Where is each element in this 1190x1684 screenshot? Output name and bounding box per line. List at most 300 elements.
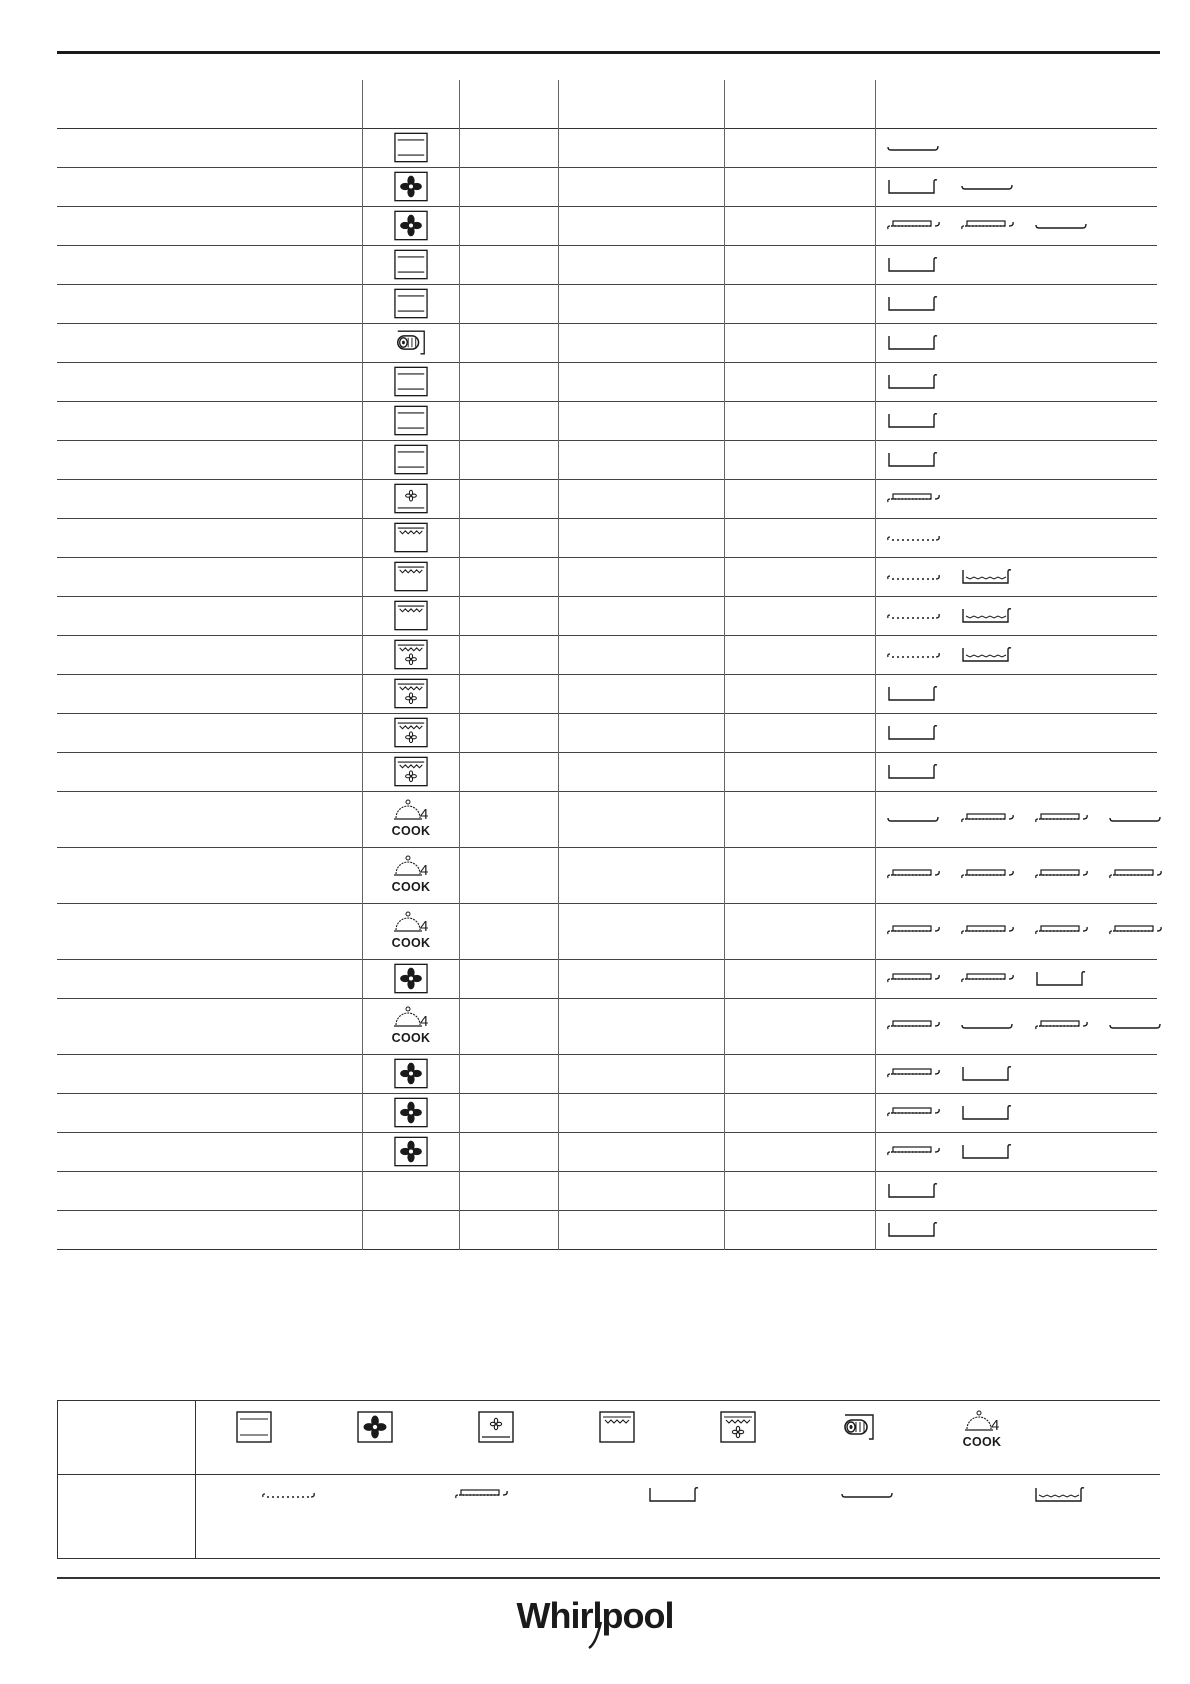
time-cell bbox=[724, 1171, 875, 1210]
recipe-cell bbox=[57, 1171, 362, 1210]
recipe-cell bbox=[57, 635, 362, 674]
time-cell bbox=[724, 998, 875, 1054]
time-cell bbox=[724, 245, 875, 284]
conventional-heat-icon bbox=[394, 249, 428, 280]
grill-icon bbox=[394, 600, 428, 631]
conventional-heat-icon bbox=[394, 405, 428, 436]
accessories-cell bbox=[875, 1171, 1157, 1210]
recipe-cell bbox=[57, 903, 362, 959]
drip-tray-icon bbox=[886, 177, 942, 197]
accessories-cell bbox=[875, 1093, 1157, 1132]
temperature-cell bbox=[558, 323, 724, 362]
wire-shelf-icon bbox=[261, 1485, 317, 1505]
svg-text:COOK: COOK bbox=[391, 1031, 430, 1045]
legend-accessories-row bbox=[58, 1475, 1161, 1559]
recipe-cell bbox=[57, 847, 362, 903]
accessories-cell bbox=[875, 713, 1157, 752]
time-cell bbox=[724, 479, 875, 518]
temperature-cell bbox=[558, 959, 724, 998]
svg-text:4: 4 bbox=[991, 1417, 1000, 1434]
preheat-cell bbox=[459, 128, 558, 167]
drip-tray-with-water-icon bbox=[1033, 1485, 1089, 1505]
time-cell bbox=[724, 1132, 875, 1171]
table-header-row bbox=[57, 80, 1157, 128]
preheat-cell bbox=[459, 752, 558, 791]
header-cell-preheat bbox=[459, 80, 558, 128]
function-cell bbox=[362, 401, 459, 440]
drip-tray-icon bbox=[886, 684, 942, 704]
temperature-cell bbox=[558, 1171, 724, 1210]
flat-baking-tray-icon bbox=[886, 809, 942, 829]
grill-icon bbox=[599, 1411, 635, 1443]
flat-baking-tray-icon bbox=[1034, 216, 1090, 236]
temperature-cell bbox=[558, 596, 724, 635]
preheat-cell bbox=[459, 479, 558, 518]
recipe-cell bbox=[57, 1093, 362, 1132]
preheat-cell bbox=[459, 323, 558, 362]
time-cell bbox=[724, 847, 875, 903]
temperature-cell bbox=[558, 713, 724, 752]
table-row bbox=[57, 206, 1157, 245]
temperature-cell bbox=[558, 998, 724, 1054]
recipe-cell bbox=[57, 167, 362, 206]
drip-tray-with-water-icon bbox=[960, 606, 1016, 626]
table-row bbox=[57, 752, 1157, 791]
table-row bbox=[57, 791, 1157, 847]
accessories-cell bbox=[875, 847, 1157, 903]
time-cell bbox=[724, 1210, 875, 1249]
baking-tray-icon bbox=[886, 1103, 942, 1123]
drip-tray-icon bbox=[647, 1485, 703, 1505]
preheat-cell bbox=[459, 596, 558, 635]
baking-tray-icon bbox=[1108, 921, 1164, 941]
function-cell bbox=[362, 206, 459, 245]
table-row bbox=[57, 245, 1157, 284]
baking-tray-icon bbox=[886, 865, 942, 885]
drip-tray-icon bbox=[960, 1142, 1016, 1162]
preheat-cell bbox=[459, 1171, 558, 1210]
turbo-grill-icon bbox=[720, 1411, 756, 1443]
legend-functions-label bbox=[58, 1401, 196, 1475]
accessories-cell bbox=[875, 959, 1157, 998]
convection-bake-icon bbox=[478, 1411, 514, 1443]
function-cell bbox=[362, 959, 459, 998]
accessories-cell bbox=[875, 791, 1157, 847]
brand-logo bbox=[0, 1592, 1190, 1652]
time-cell bbox=[724, 167, 875, 206]
baking-tray-icon bbox=[960, 921, 1016, 941]
turbo-grill-icon bbox=[394, 717, 428, 748]
convection-fan-icon bbox=[394, 1097, 428, 1128]
cook4-icon bbox=[391, 910, 431, 952]
cook4-icon bbox=[391, 854, 431, 896]
temperature-cell bbox=[558, 479, 724, 518]
recipe-cell bbox=[57, 128, 362, 167]
preheat-cell bbox=[459, 284, 558, 323]
convection-bake-icon bbox=[394, 483, 428, 514]
baking-tray-icon bbox=[886, 216, 942, 236]
table-row bbox=[57, 557, 1157, 596]
baking-tray-icon bbox=[960, 216, 1016, 236]
function-cell bbox=[362, 479, 459, 518]
temperature-cell bbox=[558, 635, 724, 674]
time-cell bbox=[724, 362, 875, 401]
preheat-cell bbox=[459, 674, 558, 713]
table-row bbox=[57, 518, 1157, 557]
function-cell bbox=[362, 674, 459, 713]
temperature-cell bbox=[558, 245, 724, 284]
time-cell bbox=[724, 401, 875, 440]
time-cell bbox=[724, 674, 875, 713]
accessories-cell bbox=[875, 323, 1157, 362]
function-cell bbox=[362, 791, 459, 847]
recipe-cell bbox=[57, 206, 362, 245]
whirlpool-logo bbox=[505, 1592, 685, 1652]
cooking-table bbox=[57, 80, 1157, 1250]
accessories-cell bbox=[875, 1210, 1157, 1249]
function-cell bbox=[362, 518, 459, 557]
time-cell bbox=[724, 959, 875, 998]
time-cell bbox=[724, 128, 875, 167]
conventional-heat-icon bbox=[394, 366, 428, 397]
table-row bbox=[57, 1210, 1157, 1249]
baking-tray-icon bbox=[960, 865, 1016, 885]
time-cell bbox=[724, 635, 875, 674]
function-cell bbox=[362, 998, 459, 1054]
preheat-cell bbox=[459, 362, 558, 401]
baking-tray-icon bbox=[1034, 809, 1090, 829]
function-cell bbox=[362, 128, 459, 167]
table-row bbox=[57, 128, 1157, 167]
temperature-cell bbox=[558, 903, 724, 959]
drip-tray-icon bbox=[886, 255, 942, 275]
accessories-cell bbox=[875, 401, 1157, 440]
time-cell bbox=[724, 752, 875, 791]
turbo-grill-icon bbox=[394, 678, 428, 709]
drip-tray-icon bbox=[886, 762, 942, 782]
table-row bbox=[57, 323, 1157, 362]
drip-tray-with-water-icon bbox=[960, 645, 1016, 665]
turbo-grill-icon bbox=[394, 639, 428, 670]
temperature-cell bbox=[558, 518, 724, 557]
drip-tray-icon bbox=[886, 450, 942, 470]
table-row bbox=[57, 998, 1157, 1054]
preheat-cell bbox=[459, 713, 558, 752]
accessories-cell bbox=[875, 440, 1157, 479]
legend-table bbox=[57, 1400, 1160, 1559]
function-cell bbox=[362, 323, 459, 362]
wire-shelf-icon bbox=[886, 567, 942, 587]
baking-tray-icon bbox=[1034, 921, 1090, 941]
accessories-cell bbox=[875, 557, 1157, 596]
recipe-cell bbox=[57, 323, 362, 362]
grill-icon bbox=[394, 561, 428, 592]
convection-fan-icon bbox=[394, 171, 428, 202]
accessories-cell bbox=[875, 1054, 1157, 1093]
temperature-cell bbox=[558, 284, 724, 323]
conventional-heat-icon bbox=[394, 132, 428, 163]
grill-icon bbox=[394, 522, 428, 553]
table-row bbox=[57, 635, 1157, 674]
preheat-cell bbox=[459, 206, 558, 245]
recipe-cell bbox=[57, 440, 362, 479]
baking-tray-icon bbox=[886, 1142, 942, 1162]
preheat-cell bbox=[459, 1093, 558, 1132]
time-cell bbox=[724, 206, 875, 245]
temperature-cell bbox=[558, 1210, 724, 1249]
convection-fan-icon bbox=[394, 1136, 428, 1167]
temperature-cell bbox=[558, 206, 724, 245]
cook4-icon bbox=[391, 798, 431, 840]
baking-tray-icon bbox=[886, 1016, 942, 1036]
function-cell bbox=[362, 1132, 459, 1171]
preheat-cell bbox=[459, 998, 558, 1054]
conventional-heat-icon bbox=[394, 444, 428, 475]
recipe-cell bbox=[57, 284, 362, 323]
drip-tray-icon bbox=[886, 333, 942, 353]
svg-text:COOK: COOK bbox=[391, 824, 430, 838]
preheat-cell bbox=[459, 1054, 558, 1093]
time-cell bbox=[724, 557, 875, 596]
function-cell bbox=[362, 596, 459, 635]
function-cell bbox=[362, 1054, 459, 1093]
temperature-cell bbox=[558, 557, 724, 596]
table-row bbox=[57, 362, 1157, 401]
preheat-cell bbox=[459, 903, 558, 959]
baking-tray-icon bbox=[886, 489, 942, 509]
accessories-cell bbox=[875, 596, 1157, 635]
wire-shelf-icon bbox=[886, 528, 942, 548]
time-cell bbox=[724, 518, 875, 557]
temperature-cell bbox=[558, 847, 724, 903]
convection-fan-icon bbox=[394, 963, 428, 994]
preheat-cell bbox=[459, 557, 558, 596]
cook4-icon bbox=[962, 1409, 1002, 1451]
table-row bbox=[57, 674, 1157, 713]
drip-tray-with-water-icon bbox=[960, 567, 1016, 587]
drip-tray-icon bbox=[886, 372, 942, 392]
baking-tray-icon bbox=[1034, 865, 1090, 885]
table-row bbox=[57, 1093, 1157, 1132]
time-cell bbox=[724, 284, 875, 323]
preheat-cell bbox=[459, 1210, 558, 1249]
temperature-cell bbox=[558, 752, 724, 791]
table-row bbox=[57, 401, 1157, 440]
table-row bbox=[57, 903, 1157, 959]
drip-tray-icon bbox=[960, 1103, 1016, 1123]
table-row bbox=[57, 596, 1157, 635]
cook4-icon bbox=[391, 1005, 431, 1047]
header-cell-accessories bbox=[875, 80, 1157, 128]
recipe-cell bbox=[57, 752, 362, 791]
function-cell bbox=[362, 440, 459, 479]
recipe-cell bbox=[57, 518, 362, 557]
flat-baking-tray-icon bbox=[886, 138, 942, 158]
accessories-cell bbox=[875, 284, 1157, 323]
function-cell bbox=[362, 245, 459, 284]
svg-text:4: 4 bbox=[419, 1013, 428, 1030]
header-cell-temperature bbox=[558, 80, 724, 128]
maxi-cooking-icon bbox=[841, 1411, 877, 1443]
accessories-cell bbox=[875, 903, 1157, 959]
recipe-cell bbox=[57, 362, 362, 401]
baking-tray-icon bbox=[886, 969, 942, 989]
bottom-rule bbox=[57, 1577, 1160, 1579]
preheat-cell bbox=[459, 847, 558, 903]
drip-tray-icon bbox=[886, 723, 942, 743]
recipe-cell bbox=[57, 1210, 362, 1249]
baking-tray-icon bbox=[960, 969, 1016, 989]
function-cell bbox=[362, 847, 459, 903]
accessories-cell bbox=[875, 635, 1157, 674]
legend-functions-row bbox=[58, 1401, 1161, 1475]
accessories-cell bbox=[875, 752, 1157, 791]
table-row bbox=[57, 1171, 1157, 1210]
preheat-cell bbox=[459, 440, 558, 479]
drip-tray-icon bbox=[886, 294, 942, 314]
svg-text:4: 4 bbox=[419, 918, 428, 935]
recipe-cell bbox=[57, 791, 362, 847]
preheat-cell bbox=[459, 518, 558, 557]
function-cell bbox=[362, 1093, 459, 1132]
drip-tray-icon bbox=[886, 1220, 942, 1240]
time-cell bbox=[724, 791, 875, 847]
flat-baking-tray-icon bbox=[960, 1016, 1016, 1036]
function-cell bbox=[362, 713, 459, 752]
svg-text:COOK: COOK bbox=[391, 880, 430, 894]
recipe-cell bbox=[57, 596, 362, 635]
temperature-cell bbox=[558, 674, 724, 713]
recipe-cell bbox=[57, 674, 362, 713]
legend-accessories-label bbox=[58, 1475, 196, 1559]
recipe-cell bbox=[57, 557, 362, 596]
maxi-cooking-icon bbox=[394, 327, 428, 358]
svg-text:4: 4 bbox=[419, 862, 428, 879]
table-row bbox=[57, 959, 1157, 998]
preheat-cell bbox=[459, 1132, 558, 1171]
drip-tray-icon bbox=[886, 411, 942, 431]
accessories-cell bbox=[875, 479, 1157, 518]
baking-tray-icon bbox=[454, 1485, 510, 1505]
temperature-cell bbox=[558, 401, 724, 440]
accessories-cell bbox=[875, 362, 1157, 401]
svg-text:COOK: COOK bbox=[962, 1435, 1002, 1449]
time-cell bbox=[724, 713, 875, 752]
turbo-grill-icon bbox=[394, 756, 428, 787]
preheat-cell bbox=[459, 635, 558, 674]
function-cell bbox=[362, 1171, 459, 1210]
table-row bbox=[57, 1054, 1157, 1093]
function-cell bbox=[362, 1210, 459, 1249]
table-row bbox=[57, 167, 1157, 206]
temperature-cell bbox=[558, 791, 724, 847]
svg-text:Whirlpool: Whirlpool bbox=[516, 1595, 674, 1636]
table-row bbox=[57, 284, 1157, 323]
table-row bbox=[57, 713, 1157, 752]
accessories-cell bbox=[875, 128, 1157, 167]
svg-text:4: 4 bbox=[419, 806, 428, 823]
header-cell-recipe bbox=[57, 80, 362, 128]
header-cell-time bbox=[724, 80, 875, 128]
flat-baking-tray-icon bbox=[1108, 1016, 1164, 1036]
temperature-cell bbox=[558, 1132, 724, 1171]
accessories-cell bbox=[875, 674, 1157, 713]
recipe-cell bbox=[57, 998, 362, 1054]
preheat-cell bbox=[459, 167, 558, 206]
svg-text:COOK: COOK bbox=[391, 936, 430, 950]
time-cell bbox=[724, 1093, 875, 1132]
preheat-cell bbox=[459, 959, 558, 998]
time-cell bbox=[724, 596, 875, 635]
recipe-cell bbox=[57, 713, 362, 752]
function-cell bbox=[362, 557, 459, 596]
temperature-cell bbox=[558, 1093, 724, 1132]
baking-tray-icon bbox=[1108, 865, 1164, 885]
wire-shelf-icon bbox=[886, 645, 942, 665]
preheat-cell bbox=[459, 401, 558, 440]
time-cell bbox=[724, 903, 875, 959]
baking-tray-icon bbox=[960, 809, 1016, 829]
temperature-cell bbox=[558, 362, 724, 401]
recipe-cell bbox=[57, 959, 362, 998]
flat-baking-tray-icon bbox=[840, 1485, 896, 1505]
function-cell bbox=[362, 635, 459, 674]
time-cell bbox=[724, 440, 875, 479]
accessories-cell bbox=[875, 1132, 1157, 1171]
flat-baking-tray-icon bbox=[1108, 809, 1164, 829]
preheat-cell bbox=[459, 791, 558, 847]
time-cell bbox=[724, 1054, 875, 1093]
recipe-cell bbox=[57, 401, 362, 440]
time-cell bbox=[724, 323, 875, 362]
accessories-cell bbox=[875, 998, 1157, 1054]
function-cell bbox=[362, 903, 459, 959]
baking-tray-icon bbox=[886, 921, 942, 941]
table-row bbox=[57, 1132, 1157, 1171]
wire-shelf-icon bbox=[886, 606, 942, 626]
top-rule bbox=[57, 51, 1160, 54]
baking-tray-icon bbox=[886, 1064, 942, 1084]
convection-fan-icon bbox=[394, 210, 428, 241]
function-cell bbox=[362, 167, 459, 206]
flat-baking-tray-icon bbox=[960, 177, 1016, 197]
conventional-heat-icon bbox=[394, 288, 428, 319]
function-cell bbox=[362, 284, 459, 323]
temperature-cell bbox=[558, 440, 724, 479]
table-row bbox=[57, 440, 1157, 479]
table-row bbox=[57, 847, 1157, 903]
conventional-heat-icon bbox=[236, 1411, 272, 1443]
baking-tray-icon bbox=[1034, 1016, 1090, 1036]
accessories-cell bbox=[875, 167, 1157, 206]
header-cell-function bbox=[362, 80, 459, 128]
convection-fan-icon bbox=[357, 1411, 393, 1443]
preheat-cell bbox=[459, 245, 558, 284]
drip-tray-icon bbox=[960, 1064, 1016, 1084]
recipe-cell bbox=[57, 1054, 362, 1093]
accessories-cell bbox=[875, 245, 1157, 284]
accessories-cell bbox=[875, 206, 1157, 245]
function-cell bbox=[362, 362, 459, 401]
convection-fan-icon bbox=[394, 1058, 428, 1089]
temperature-cell bbox=[558, 167, 724, 206]
temperature-cell bbox=[558, 128, 724, 167]
accessories-cell bbox=[875, 518, 1157, 557]
function-cell bbox=[362, 752, 459, 791]
drip-tray-icon bbox=[1034, 969, 1090, 989]
table-row bbox=[57, 479, 1157, 518]
recipe-cell bbox=[57, 245, 362, 284]
